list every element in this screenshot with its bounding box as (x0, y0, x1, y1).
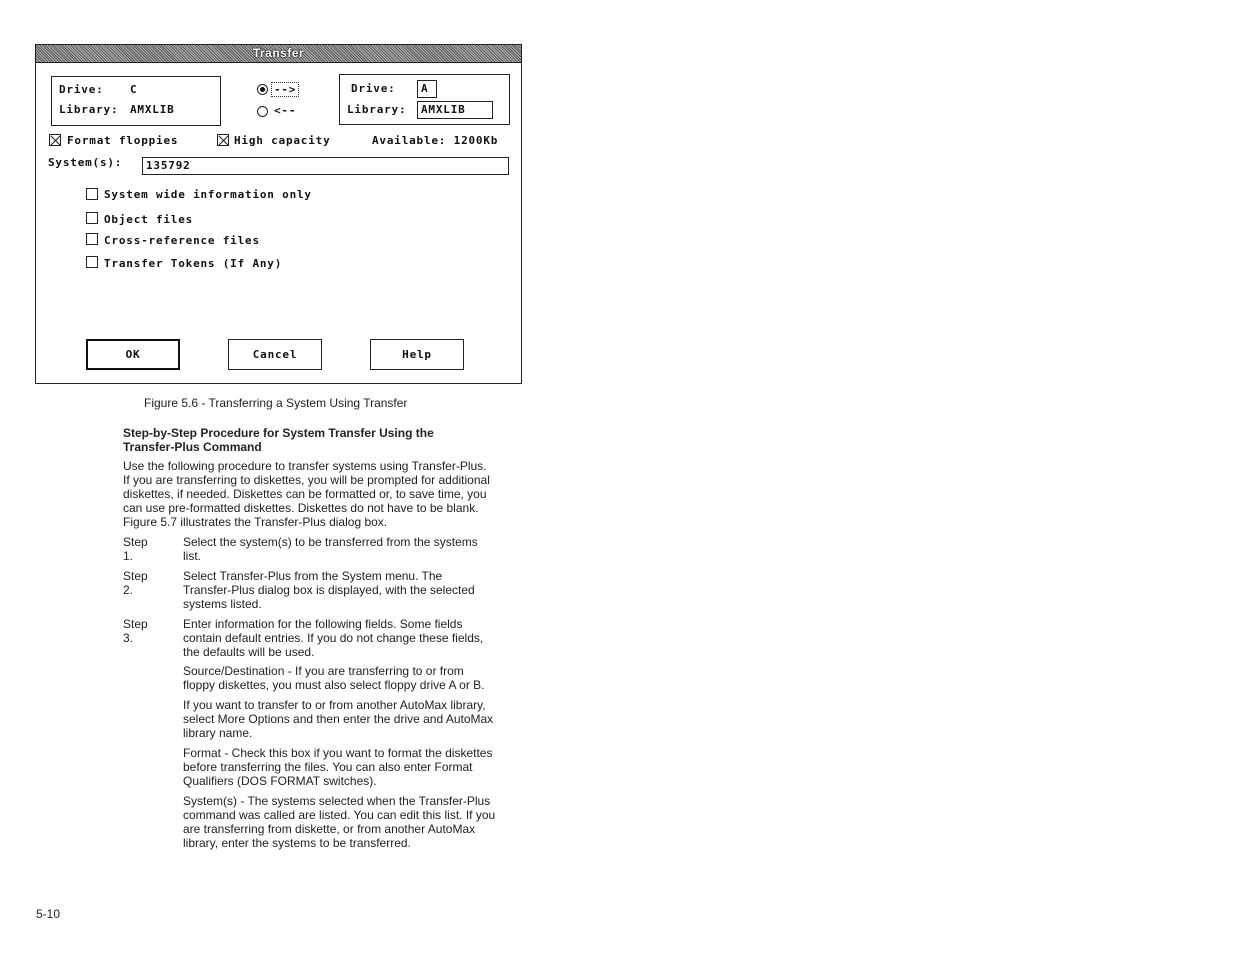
system-wide-info-label[interactable]: System wide information only (104, 188, 312, 201)
intro-line: Figure 5.7 illustrates the Transfer-Plus dialog box. (123, 515, 388, 529)
destination-box (339, 74, 510, 125)
object-files-label[interactable]: Object files (104, 213, 194, 226)
step-3-label: Step 3. (123, 617, 148, 645)
destination-library-field[interactable]: AMXLIB (417, 101, 493, 119)
transfer-tokens-checkbox[interactable] (86, 256, 98, 268)
intro-line: Use the following procedure to transfer systems using Transfer-Plus. (123, 459, 487, 473)
systems-input[interactable]: 135792 (142, 157, 509, 175)
high-capacity-checkbox[interactable] (217, 134, 229, 146)
cross-reference-files-label[interactable]: Cross-reference files (104, 234, 260, 247)
intro-line: If you are transferring to diskettes, you will be prompted for additional (123, 473, 490, 487)
systems-paragraph (183, 794, 495, 850)
step-line: the defaults will be used. (183, 645, 315, 659)
system-wide-info-checkbox[interactable] (86, 188, 98, 200)
destination-drive-field[interactable]: A (417, 80, 437, 98)
para-line: library, enter the systems to be transferred. (183, 836, 411, 850)
source-destination-paragraph (183, 664, 484, 692)
direction-backward-radio[interactable] (257, 106, 268, 117)
source-library-label: Library: (59, 103, 119, 116)
intro-paragraph (123, 459, 490, 529)
object-files-checkbox[interactable] (86, 212, 98, 224)
section-heading-line-2: Transfer-Plus Command (123, 440, 262, 454)
para-line: System(s) - The systems selected when the Transfer-Plus (183, 794, 491, 808)
help-button[interactable]: Help (370, 339, 464, 370)
systems-label: System(s): (48, 156, 123, 169)
para-line: before transferring the files. You can also enter Format (183, 760, 473, 774)
step-3-text (183, 617, 513, 659)
high-capacity-label[interactable]: High capacity (234, 134, 331, 147)
direction-backward-label[interactable]: <-- (274, 104, 297, 117)
section-heading (123, 426, 434, 454)
section-heading-line-1: Step-by-Step Procedure for System Transfer Using the (123, 426, 434, 440)
destination-library-label: Library: (347, 103, 407, 116)
ok-button[interactable]: OK (86, 339, 180, 370)
para-line: are transferring from diskette, or from another AutoMax (183, 822, 476, 836)
step-line: list. (183, 549, 201, 563)
para-line: command was called are listed. You can edit this list. If you (183, 808, 496, 822)
step-2-text (183, 569, 513, 611)
intro-line: diskettes, if needed. Diskettes can be formatted or, to save time, you (123, 487, 487, 501)
automax-library-paragraph (183, 698, 493, 740)
step-1-text (183, 535, 513, 563)
step-line: Select the system(s) to be transferred from the systems (183, 535, 478, 549)
para-line: Source/Destination - If you are transferring to or from (183, 664, 464, 678)
step-line: systems listed. (183, 597, 262, 611)
direction-forward-label[interactable]: --> (271, 82, 299, 97)
para-line: Format - Check this box if you want to format the diskettes (183, 746, 493, 760)
step-2-label: Step 2. (123, 569, 148, 597)
source-drive-label: Drive: (59, 83, 104, 96)
page-number: 5-10 (36, 907, 61, 921)
cancel-button[interactable]: Cancel (228, 339, 322, 370)
intro-line: can use pre-formatted diskettes. Diskettes do not have to be blank. (123, 501, 479, 515)
destination-drive-label: Drive: (351, 82, 396, 95)
format-floppies-checkbox[interactable] (49, 134, 61, 146)
cross-reference-files-checkbox[interactable] (86, 233, 98, 245)
para-line: select More Options and then enter the drive and AutoMax (183, 712, 494, 726)
para-line: If you want to transfer to or from another AutoMax library, (183, 698, 486, 712)
step-line: Select Transfer-Plus from the System menu. The (183, 569, 443, 583)
source-library-value: AMXLIB (130, 103, 175, 116)
dialog-title: Transfer (252, 46, 305, 60)
step-1-label: Step 1. (123, 535, 148, 563)
para-line: library name. (183, 726, 253, 740)
format-paragraph (183, 746, 492, 788)
dialog-title-bar[interactable] (36, 45, 521, 63)
para-line: Qualifiers (DOS FORMAT switches). (183, 774, 377, 788)
para-line: floppy diskettes, you must also select floppy drive A or B. (183, 678, 485, 692)
figure-caption: Figure 5.6 - Transferring a System Using Transfer (144, 396, 408, 410)
source-box (51, 76, 221, 126)
format-floppies-label[interactable]: Format floppies (67, 134, 179, 147)
available-space: Available: 1200Kb (372, 134, 499, 147)
step-line: Enter information for the following fields. Some fields (183, 617, 463, 631)
transfer-dialog (35, 44, 522, 384)
direction-forward-radio[interactable] (257, 84, 268, 95)
step-line: Transfer-Plus dialog box is displayed, with the selected (183, 583, 475, 597)
transfer-tokens-label[interactable]: Transfer Tokens (If Any) (104, 257, 283, 270)
step-line: contain default entries. If you do not change these fields, (183, 631, 484, 645)
source-drive-value: C (130, 83, 138, 96)
